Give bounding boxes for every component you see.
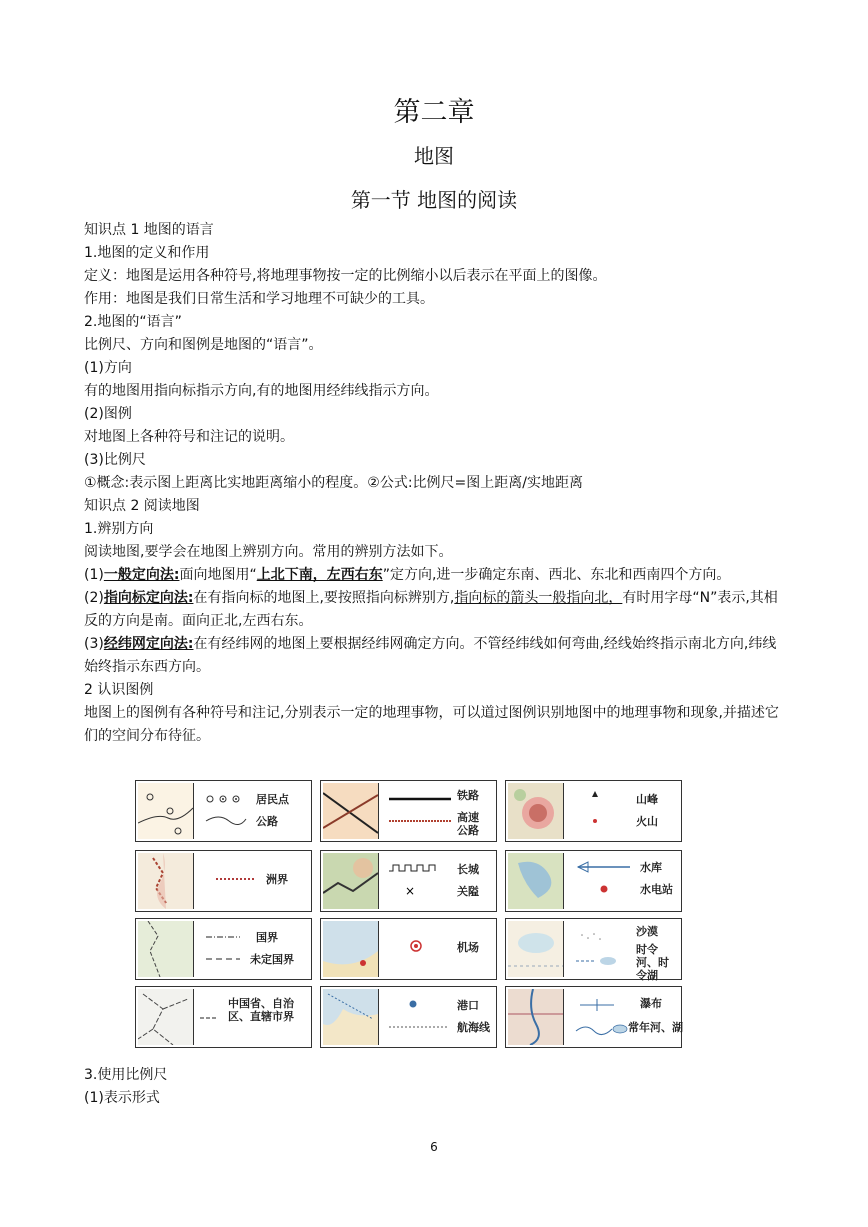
direction-intro: 阅读地图,要学会在地图上辨别方向。常用的辨别方法如下。 (84, 544, 453, 560)
legend-label-seasonal-river: 时令河、时令湖 (636, 943, 669, 982)
heading-representation: (1)表示形式 (84, 1090, 160, 1106)
method-3-num: (3) (84, 636, 104, 652)
body-text (84, 219, 786, 748)
legend-intro: 地图上的图例有各种符号和注记,分别表示一定的地理事物，可以道过图例识别地图中的地理事物和现象,并描述它们的空间分布待征。 (84, 705, 779, 744)
map-language-line: 比例尺、方向和图例是地图的“语言”。 (84, 337, 323, 353)
chapter-title: 第二章 (393, 97, 475, 128)
map-thumb (138, 921, 194, 977)
legend-label-undetermined-boundary: 未定国界 (250, 953, 294, 966)
method-2-c: 有时用字母“N”表示,其相反的方向是南。面向正北,左西右东。 (84, 590, 778, 629)
method-2 (84, 587, 786, 633)
legend-label-port: 港口 (457, 999, 479, 1012)
province-boundary-icon (200, 1015, 220, 1021)
method-3 (84, 633, 786, 679)
map-thumb (323, 853, 379, 909)
legend-label-railway: 铁路 (457, 789, 479, 802)
national-boundary-icon (204, 929, 244, 969)
method-2-b: 指向标的箭头一般指向北， (454, 590, 623, 606)
railway-icon (389, 793, 454, 829)
map-thumb (508, 853, 564, 909)
map-thumb (508, 921, 564, 977)
legend-label-continent-boundary: 洲界 (266, 873, 288, 886)
legend-label-settlement: 居民点 (256, 793, 289, 806)
desert-icon (574, 929, 634, 973)
method-1-num: (1) (84, 567, 104, 583)
legend-label-great-wall: 长城 (457, 863, 479, 876)
method-2-title: 指向标定向法: (103, 590, 194, 606)
port-icon (389, 997, 449, 1037)
legend-label-waterfall: 瀑布 (640, 997, 662, 1010)
legend-label-volcano: 火山 (636, 815, 658, 828)
legend-label-expressway: 高速公路 (457, 811, 479, 837)
knowledge-point-2: 知识点 2 阅读地图 (84, 498, 200, 514)
method-1-b: 上北下南，左西右东 (256, 567, 383, 583)
map-thumb (323, 783, 379, 839)
scale-text: ①概念:表示图上距离比实地距离缩小的程度。②公式:比例尺=图上距离/实地距离 (84, 475, 583, 491)
map-thumb (138, 989, 194, 1045)
map-thumb (508, 989, 564, 1045)
legend-cell-waterfall (505, 986, 682, 1048)
heading-definition-use: 1.地图的定义和作用 (84, 245, 210, 261)
scale-label: (3)比例尺 (84, 452, 146, 468)
map-thumb (323, 989, 379, 1045)
method-1-title: 一般定向法: (103, 567, 180, 583)
continent-boundary-icon (216, 873, 256, 885)
legend-cell-province-boundary (135, 986, 312, 1048)
method-1-c: ”定方向,进一步确定东南、西北、东北和西南四个方向。 (382, 567, 731, 583)
legend-label: (2)图例 (84, 406, 132, 422)
heading-use-scale: 3.使用比例尺 (84, 1067, 168, 1083)
heading-map-language: 2.地图的“语言” (84, 314, 182, 330)
body-text-bottom (84, 1064, 786, 1110)
legend-label-pass: 关隘 (457, 885, 479, 898)
legend-label-peak: 山峰 (636, 793, 658, 806)
airport-icon (409, 939, 423, 953)
svg-text:×: × (405, 884, 416, 898)
map-thumb (138, 783, 194, 839)
method-3-a: 在有经纬网的地图上要根据经纬网确定方向。不管经纬线如何弯曲,经线始终指示南北方向,纬线始终指示东西方向。 (84, 636, 777, 675)
legend-label-road: 公路 (256, 815, 278, 828)
direction-text: 有的地图用指向标指示方向,有的地图用经纬线指示方向。 (84, 383, 439, 399)
legend-cell-great-wall (320, 850, 497, 912)
legend-cell-settlement (135, 780, 312, 842)
method-2-num: (2) (84, 590, 104, 606)
legend-cell-railway (320, 780, 497, 842)
legend-cell-peak (505, 780, 682, 842)
legend-cell-reservoir (505, 850, 682, 912)
settlement-icon (204, 791, 249, 831)
legend-cell-airport (320, 918, 497, 980)
legend-label-national-boundary: 国界 (256, 931, 278, 944)
great-wall-icon (389, 861, 449, 901)
section-title: 第一节 地图的阅读 (350, 188, 518, 212)
method-1-a: 面向地图用“ (179, 567, 257, 583)
legend-label-desert: 沙漠 (636, 925, 658, 938)
legend-label-airport: 机场 (457, 941, 479, 954)
use-line: 作用：地图是我们日常生活和学习地理不可缺少的工具。 (84, 291, 434, 307)
map-thumb (508, 783, 564, 839)
method-3-title: 经纬网定向法: (103, 636, 194, 652)
method-2-a: 在有指向标的地图上,要按照指向标辨别方, (193, 590, 455, 606)
map-thumb (323, 921, 379, 977)
reservoir-icon (574, 859, 634, 899)
method-1 (84, 564, 786, 587)
map-thumb (138, 853, 194, 909)
legend-label-perennial-river: 常年河、湖 (628, 1021, 683, 1034)
legend-cell-port (320, 986, 497, 1048)
legend-label-province-boundary: 中国省、自治区、直辖市界 (228, 997, 294, 1023)
heading-direction: 1.辨别方向 (84, 521, 154, 537)
chapter-subtitle: 地图 (414, 144, 454, 168)
legend-label-shipping-route: 航海线 (457, 1021, 490, 1034)
waterfall-icon (574, 997, 634, 1041)
direction-label: (1)方向 (84, 360, 132, 376)
heading-legend: 2 认识图例 (84, 682, 154, 698)
page-number: 6 (430, 1140, 438, 1154)
legend-cell-national-boundary (135, 918, 312, 980)
legend-label-reservoir: 水库 (640, 861, 662, 874)
legend-label-hydropower: 水电站 (640, 883, 673, 896)
knowledge-point-1: 知识点 1 地图的语言 (84, 222, 214, 238)
definition-line: 定义：地图是运用各种符号,将地理事物按一定的比例缩小以后表示在平面上的图像。 (84, 268, 607, 284)
legend-text: 对地图上各种符号和注记的说明。 (84, 429, 294, 445)
peak-icon (586, 791, 606, 831)
legend-figure (110, 770, 785, 1060)
legend-cell-continent-boundary (135, 850, 312, 912)
legend-cell-desert (505, 918, 682, 980)
